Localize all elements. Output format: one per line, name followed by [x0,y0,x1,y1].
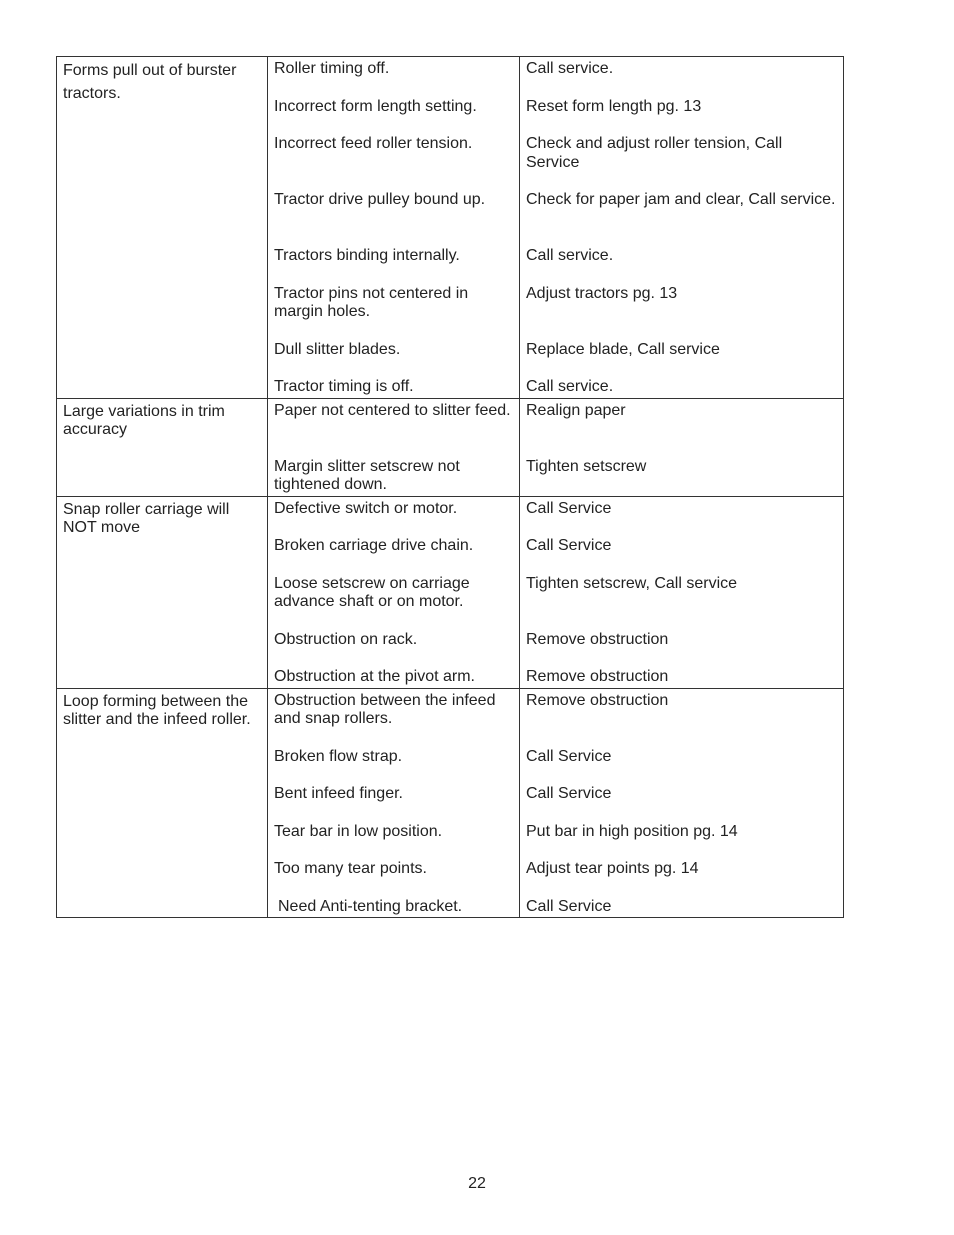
solution-item: Call service. [526,378,614,395]
cause-item: Broken carriage drive chain. [274,537,474,554]
cause-item: Obstruction between the infeed and snap rollers. [274,691,496,727]
cause-item: Tear bar in low position. [274,822,443,840]
cause-item: Obstruction on rack. [274,630,418,648]
table-row [57,57,844,399]
solution-cell [520,398,844,496]
solution-item: Call Service [526,747,612,765]
solution-item: Replace blade, Call service [526,340,720,358]
cause-item: Margin slitter setscrew not tightened down. [274,457,460,493]
cause-item: Tractors binding internally. [274,247,460,264]
cause-item: Dull slitter blades. [274,340,401,358]
cause-item: Too many tear points. [274,860,427,877]
solution-item: Call Service [526,499,612,517]
table-row [57,688,844,918]
cause-item: Need Anti-tenting bracket. [278,897,463,915]
problem-text: Loop forming between the slitter and the infeed roller. [63,692,251,728]
solution-item: Adjust tear points pg. 14 [526,860,699,877]
troubleshooting-table [56,56,844,918]
cause-item: Tractor pins not centered in margin holes. [274,284,469,320]
solution-item: Tighten setscrew, Call service [526,574,738,592]
solution-cell [520,688,844,918]
problem-text: Forms pull out of burster tractors. [63,62,237,102]
cause-cell [268,57,520,399]
solution-item: Call Service [526,897,612,915]
solution-cell [520,496,844,688]
problem-cell [57,496,268,688]
solution-cell [520,57,844,399]
cause-item: Incorrect feed roller tension. [274,135,473,152]
cause-cell [268,688,520,918]
solution-item: Put bar in high position pg. 14 [526,822,738,840]
cause-cell [268,398,520,496]
cause-item: Loose setscrew on carriage advance shaft or on motor. [274,574,470,610]
cause-item: Defective switch or motor. [274,499,458,517]
solution-item: Realign paper [526,401,626,419]
solution-item: Remove obstruction [526,630,669,648]
problem-cell [57,398,268,496]
solution-item: Reset form length pg. 13 [526,97,702,115]
cause-item: Paper not centered to slitter feed. [274,401,511,419]
cause-item: Tractor drive pulley bound up. [274,191,486,208]
cause-item: Incorrect form length setting. [274,97,477,115]
page-number: 22 [468,1175,486,1192]
cause-item: Tractor timing is off. [274,378,414,395]
table-row [57,496,844,688]
solution-item: Call Service [526,785,612,802]
cause-item: Broken flow strap. [274,747,403,765]
solution-item: Tighten setscrew [526,457,647,475]
solution-item: Check for paper jam and clear, Call service. [526,191,836,208]
cause-item: Roller timing off. [274,60,390,77]
problem-cell [57,688,268,918]
cause-item: Bent infeed finger. [274,785,403,802]
solution-item: Call service. [526,60,614,77]
solution-item: Remove obstruction [526,668,669,685]
solution-item: Call Service [526,537,612,554]
solution-item: Call service. [526,247,614,264]
solution-item: Adjust tractors pg. 13 [526,284,678,302]
solution-item: Remove obstruction [526,691,669,709]
table-row [57,398,844,496]
solution-item: Check and adjust roller tension, Call Service [526,135,783,171]
cause-cell [268,496,520,688]
problem-text: Snap roller carriage will NOT move [63,500,230,536]
problem-cell [57,57,268,399]
problem-text: Large variations in trim accuracy [63,402,225,438]
cause-item: Obstruction at the pivot arm. [274,668,475,685]
